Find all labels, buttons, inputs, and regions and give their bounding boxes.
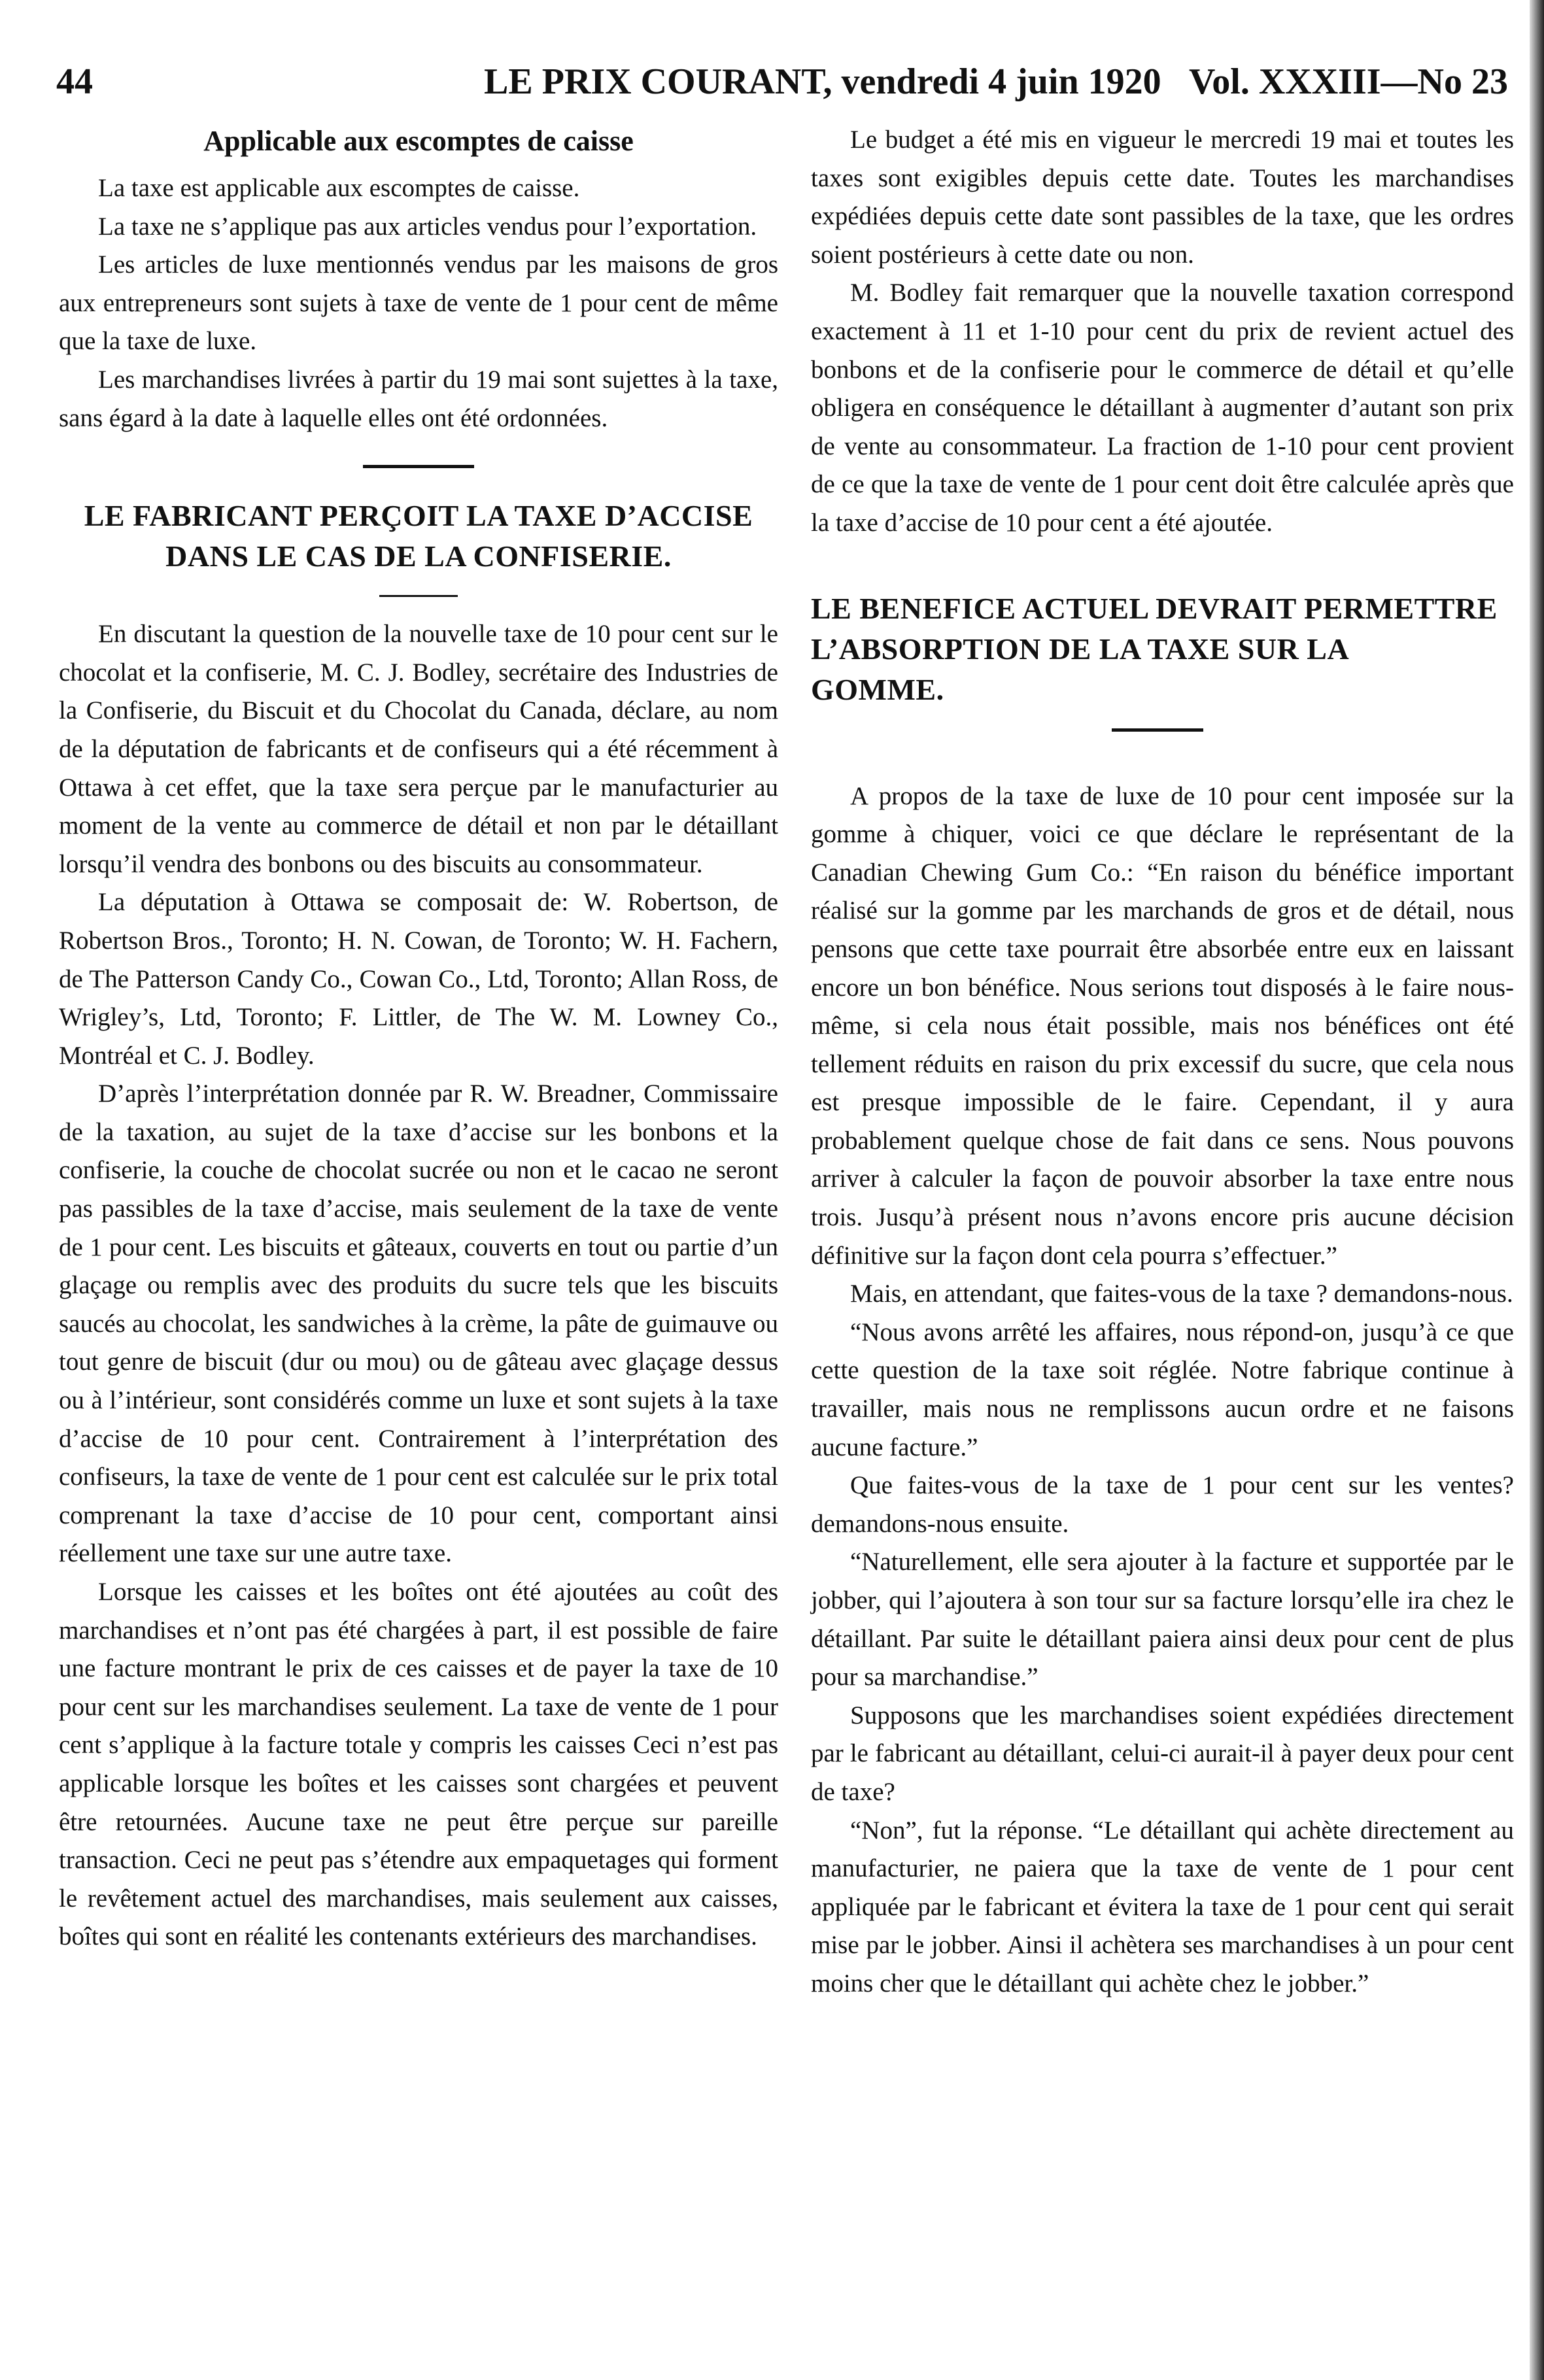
headline-line: LE BENEFICE ACTUEL DEVRAIT PERMETTRE [811, 591, 1498, 625]
headline-confiserie [59, 496, 778, 577]
right-column [811, 121, 1514, 2003]
page-number: 44 [56, 61, 93, 102]
page-binding-edge [1530, 0, 1544, 2380]
paragraph: La députation à Ottawa se composait de: W. Robertson, de Robertson Bros., Toronto; H. N. Cowan, de Toronto; W. H. Fachern, de The Patterson Candy Co., Cowan Co., Ltd, Toronto; Allan Ross, de Wrigley’s, Ltd, Toronto; F. Littler, de The W. M. Lowney Co., Montréal et C. J. Bodley. [59, 888, 778, 1070]
paragraph: En discutant la question de la nouvelle taxe de 10 pour cent sur le chocolat et la confiserie, M. C. J. Bodley, secrétaire des Industries de la Confiserie, du Biscuit et du Chocolat du Canada, déclare, au nom de la députation de fabricants et de confiseurs qui a été récemment à Ottawa à cet effet, que la taxe sera perçue par le manufacturier au moment de la vente au commerce de détail et non par le détaillant lorsqu’il vendra des bonbons ou des biscuits au consommateur. [59, 620, 778, 878]
paragraph: Mais, en attendant, que faites-vous de la taxe ? demandons-nous. [850, 1280, 1513, 1308]
paragraph: M. Bodley fait remarquer que la nouvelle taxation correspond exactement à 11 et 1-10 pour cent du prix de revient actuel des bonbons et de la confiserie pour le commerce de détail et qu’elle obligera en conséquence le détaillant à augmenter d’autant son prix de vente au consommateur. La fraction de 1-10 pour cent provient de ce que la taxe de vente de 1 pour cent doit être calculée après que la taxe d’accise de 10 pour cent a été ajoutée. [811, 279, 1514, 537]
paragraph: Lorsque les caisses et les boîtes ont été ajoutées au coût des marchandises et n’ont pas été chargées à part, il est possible de faire une facture montrant le prix de ces caisses et de payer la taxe de 10 pour cent sur les marchandises seulement. La taxe de vente de 1 pour cent s’applique à la facture totale y compris les caisses Ceci n’est pas applicable lorsque les boîtes et les caisses sont chargées et peuvent être retournées. Aucune taxe ne peut être perçue sur pareille transaction. Ceci ne peut pas s’étendre aux empaquetages qui forment le revêtement actuel des marchandises, mais seulement aux caisses, boîtes qui sont en réalité les contenants extérieurs des marchandises. [59, 1578, 778, 1951]
paragraph: Les marchandises livrées à partir du 19 mai sont sujettes à la taxe, sans égard à la date à laquelle elles ont été ordonnées. [59, 365, 778, 432]
paragraph: A propos de la taxe de luxe de 10 pour cent imposée sur la gomme à chiquer, voici ce que déclare le représentant de la Canadian Chewing Gum Co.: “En raison du bénéfice important réalisé sur la gomme par les marchands de gros et de détail, nous pensons que cette taxe pourrait être absorbée entre eux en laissant encore un bon bénéfice. Nous serions tout disposés à le faire nous-même, si cela nous était possible, mais nos bénéfices ont été tellement réduits en raison du prix excessif du sucre, que cela nous est presque impossible de le faire. Cependant, il y aura probablement quelque chose de fait dans ce sens. Nous pouvons arriver à calculer la façon de pouvoir absorber la taxe entre nous trois. Jusqu’à présent nous n’avons encore pris aucune décision définitive sur la façon dont cela pourra s’effectuer.” [811, 781, 1514, 1270]
paragraph: D’après l’interprétation donnée par R. W. Breadner, Commissaire de la taxation, au sujet de la taxe d’accise sur les bonbons et la confiserie, la couche de chocolat sucrée ou non et le cacao ne seront pas passibles de la taxe d’accise, mais seulement de la taxe de vente de 1 pour cent. Les biscuits et gâteaux, couverts en tout ou partie d’un glaçage ou remplis avec des produits du sucre tels que les biscuits saucés au chocolat, les sandwiches à la crème, la pâte de guimauve ou tout genre de biscuit (dur ou mou) ou de gâteau avec glaçage dessus ou à l’intérieur, sont considérés comme un luxe et sont sujets à la taxe d’accise de 10 pour cent. Contrairement à l’interprétation des confiseurs, la taxe de vente de 1 pour cent est calculée sur le prix total comprenant la taxe d’accise de 10 pour cent, comportant ainsi réellement une taxe sur une autre taxe. [59, 1080, 778, 1568]
headline-line: GOMME. [811, 672, 944, 706]
headline-line: LE FABRICANT PERÇOIT LA TAXE D’ACCISE [84, 499, 753, 533]
paragraph: “Naturellement, elle sera ajouter à la facture et supportée par le jobber, qui l’ajoutera à son tour sur sa facture lorsqu’elle ira chez le détaillant. Par suite le détaillant paiera ainsi deux pour cent de plus pour sa marchandise.” [811, 1548, 1514, 1692]
headline-line: L’ABSORPTION DE LA TAXE SUR LA [811, 632, 1350, 666]
masthead-title: LE PRIX COURANT, vendredi 4 juin 1920 [484, 61, 1161, 102]
paragraph: Le budget a été mis en vigueur le mercredi 19 mai et toutes les taxes sont exigibles depuis cette date. Toutes les marchandises expédiées depuis cette date sont passibles de la taxe, que les ordres soient postérieurs à cette date ou non. [811, 126, 1514, 269]
paragraph: “Nous avons arrêté les affaires, nous répond-on, jusqu’à ce que cette question de la taxe soit réglée. Notre fabrique continue à travailler, mais nous ne remplissons aucun ordre et ne faisons aucune facture.” [811, 1318, 1514, 1461]
section-title-escomptes: Applicable aux escomptes de caisse [203, 125, 634, 157]
paragraph: La taxe est applicable aux escomptes de caisse. [98, 174, 580, 202]
paragraph: Que faites-vous de la taxe de 1 pour cent sur les ventes? demandons-nous ensuite. [811, 1471, 1514, 1538]
paragraph: “Non”, fut la réponse. “Le détaillant qui achète directement au manufacturier, ne paiera que la taxe de vente de 1 pour cent appliquée par le fabricant et évitera la taxe de 1 pour cent qui serait mise par le jobber. Ainsi il achètera ses marchandises à un pour cent moins cher que le détaillant qui achète chez le jobber.” [811, 1816, 1514, 1998]
paragraph: Les articles de luxe mentionnés vendus par les maisons de gros aux entrepreneurs sont sujets à taxe de vente de 1 pour cent de même que la taxe de luxe. [59, 250, 778, 356]
headline-gomme [811, 588, 1514, 710]
running-head [56, 52, 1508, 111]
headline-line: DANS LE CAS DE LA CONFISERIE. [165, 539, 672, 573]
paragraph: Supposons que les marchandises soient expédiées directement par le fabricant au détaillant, celui-ci aurait-il à payer deux pour cent de taxe? [811, 1701, 1514, 1806]
left-column [59, 121, 778, 1956]
volume-number: Vol. XXXIII—No 23 [1188, 61, 1508, 102]
paragraph: La taxe ne s’applique pas aux articles vendus pour l’exportation. [98, 212, 757, 241]
